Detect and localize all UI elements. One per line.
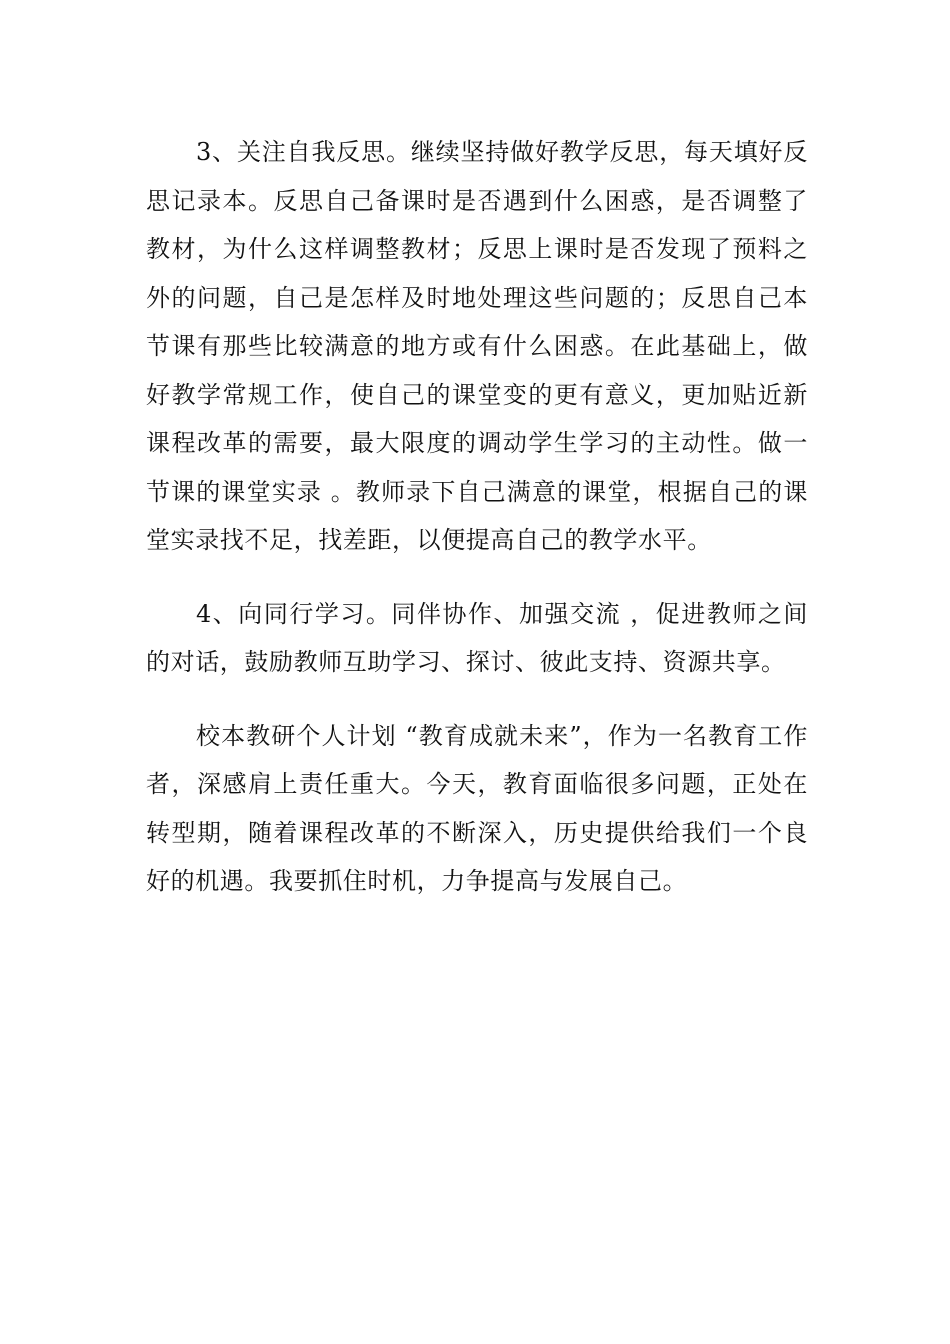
- paragraph-peer-learning: 4、向同行学习。同伴协作、加强交流 ，促进教师之间的对话，鼓励教师互助学习、探讨、彼此支持、资源共享。: [146, 599, 808, 676]
- paragraph-research-plan: 校本教研个人计划 “教育成就未来”，作为一名教育工作者，深感肩上责任重大。今天，教育面临很多问题，正处在转型期，随着课程改革的不断深入，历史提供给我们一个良好的机遇。我要抓住时机，力争提高与发展自己。: [146, 721, 808, 895]
- paragraph-self-reflection: 3、关注自我反思。继续坚持做好教学反思，每天填好反思记录本。反思自己备课时是否遇到什么困惑，是否调整了教材，为什么这样调整教材；反思上课时是否发现了预料之外的问题，自己是怎样及时地处理这些问题的；反思自己本节课有那些比较满意的地方或有什么困惑。在此基础上，做好教学常规工作，使自己的课堂变的更有意义，更加贴近新课程改革的需要，最大限度的调动学生学习的主动性。做一节课的课堂实录 。教师录下自己满意的课堂，根据自己的课堂实录找不足，找差距，以便提高自己的教学水平。: [146, 138, 808, 554]
- document-body: [146, 128, 808, 906]
